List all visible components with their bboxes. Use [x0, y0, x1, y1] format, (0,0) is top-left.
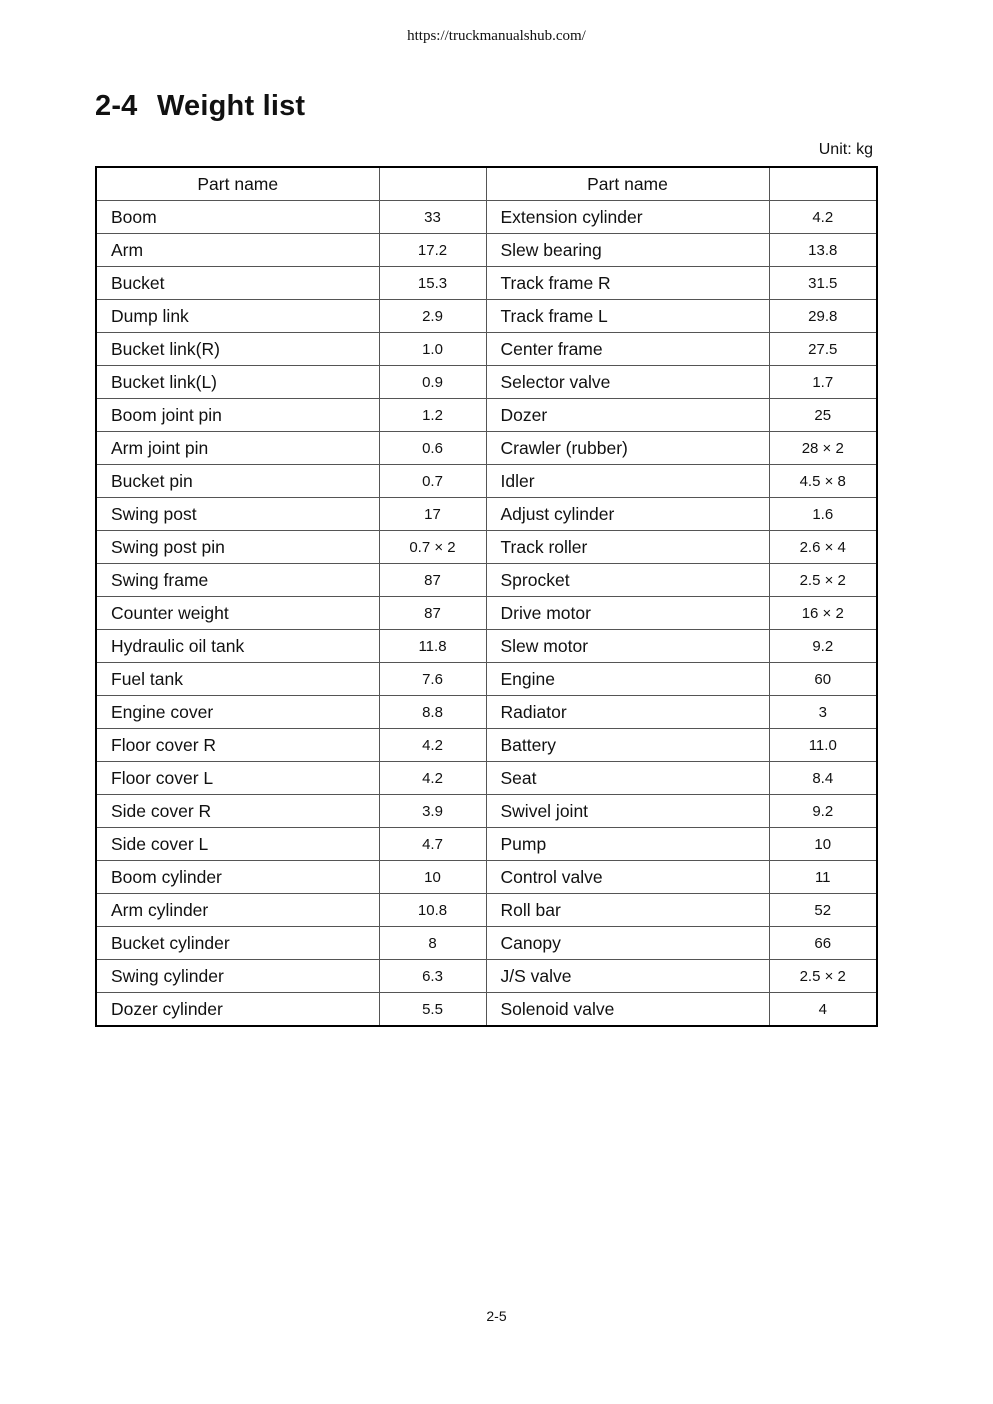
table-row	[96, 531, 877, 564]
part-name-left: Arm joint pin	[96, 432, 379, 465]
part-name-right: Center frame	[486, 333, 769, 366]
part-name-right: Selector valve	[486, 366, 769, 399]
weight-left: 10	[379, 861, 486, 894]
weight-right: 8.4	[769, 762, 877, 795]
weight-left: 8.8	[379, 696, 486, 729]
table-row	[96, 432, 877, 465]
weight-table	[95, 166, 878, 1027]
weight-right: 29.8	[769, 300, 877, 333]
table-row	[96, 795, 877, 828]
part-name-right: Crawler (rubber)	[486, 432, 769, 465]
part-name-right: Extension cylinder	[486, 201, 769, 234]
weight-left: 1.0	[379, 333, 486, 366]
weight-left: 3.9	[379, 795, 486, 828]
header-part-name-left: Part name	[96, 167, 379, 201]
weight-left: 4.7	[379, 828, 486, 861]
part-name-left: Swing cylinder	[96, 960, 379, 993]
part-name-left: Arm cylinder	[96, 894, 379, 927]
weight-left: 5.5	[379, 993, 486, 1027]
weight-left: 4.2	[379, 762, 486, 795]
weight-right: 9.2	[769, 630, 877, 663]
part-name-left: Hydraulic oil tank	[96, 630, 379, 663]
table-row	[96, 762, 877, 795]
part-name-right: Slew motor	[486, 630, 769, 663]
weight-right: 4	[769, 993, 877, 1027]
header-weight-left	[379, 167, 486, 201]
part-name-right: J/S valve	[486, 960, 769, 993]
weight-left: 7.6	[379, 663, 486, 696]
weight-right: 10	[769, 828, 877, 861]
part-name-left: Boom joint pin	[96, 399, 379, 432]
page-title	[95, 90, 305, 123]
part-name-left: Dozer cylinder	[96, 993, 379, 1027]
unit-label: Unit: kg	[818, 141, 873, 158]
table-header-row	[96, 167, 877, 201]
part-name-right: Canopy	[486, 927, 769, 960]
table-row	[96, 267, 877, 300]
part-name-left: Counter weight	[96, 597, 379, 630]
weight-left: 1.2	[379, 399, 486, 432]
table-body	[96, 201, 877, 1027]
weight-left: 87	[379, 597, 486, 630]
weight-left: 17	[379, 498, 486, 531]
weight-right: 1.6	[769, 498, 877, 531]
part-name-left: Floor cover L	[96, 762, 379, 795]
part-name-right: Swivel joint	[486, 795, 769, 828]
weight-left: 33	[379, 201, 486, 234]
weight-right: 4.5 × 8	[769, 465, 877, 498]
weight-left: 15.3	[379, 267, 486, 300]
header-weight-right	[769, 167, 877, 201]
part-name-right: Engine	[486, 663, 769, 696]
weight-left: 0.6	[379, 432, 486, 465]
weight-right: 9.2	[769, 795, 877, 828]
page-number: 2-5	[486, 1308, 507, 1324]
weight-right: 11	[769, 861, 877, 894]
part-name-left: Boom cylinder	[96, 861, 379, 894]
part-name-left: Side cover R	[96, 795, 379, 828]
table-row	[96, 399, 877, 432]
part-name-right: Idler	[486, 465, 769, 498]
weight-left: 0.7 × 2	[379, 531, 486, 564]
part-name-left: Bucket link(R)	[96, 333, 379, 366]
table-row	[96, 465, 877, 498]
table-row	[96, 861, 877, 894]
part-name-right: Track frame R	[486, 267, 769, 300]
part-name-right: Drive motor	[486, 597, 769, 630]
part-name-left: Boom	[96, 201, 379, 234]
part-name-left: Swing frame	[96, 564, 379, 597]
section-number: 2-4	[95, 90, 138, 122]
part-name-left: Fuel tank	[96, 663, 379, 696]
weight-right: 2.5 × 2	[769, 564, 877, 597]
weight-left: 0.9	[379, 366, 486, 399]
table-row	[96, 201, 877, 234]
part-name-left: Bucket pin	[96, 465, 379, 498]
weight-right: 25	[769, 399, 877, 432]
part-name-right: Radiator	[486, 696, 769, 729]
table-row	[96, 564, 877, 597]
part-name-right: Battery	[486, 729, 769, 762]
table-row	[96, 729, 877, 762]
table-row	[96, 993, 877, 1027]
weight-left: 17.2	[379, 234, 486, 267]
weight-right: 4.2	[769, 201, 877, 234]
section-title: Weight list	[157, 90, 306, 122]
weight-left: 0.7	[379, 465, 486, 498]
table-row	[96, 894, 877, 927]
part-name-left: Bucket	[96, 267, 379, 300]
table-row	[96, 828, 877, 861]
table-row	[96, 300, 877, 333]
weight-left: 8	[379, 927, 486, 960]
weight-right: 60	[769, 663, 877, 696]
part-name-left: Dump link	[96, 300, 379, 333]
weight-left: 87	[379, 564, 486, 597]
weight-right: 52	[769, 894, 877, 927]
weight-left: 4.2	[379, 729, 486, 762]
part-name-left: Arm	[96, 234, 379, 267]
part-name-right: Roll bar	[486, 894, 769, 927]
weight-right: 2.5 × 2	[769, 960, 877, 993]
table-row	[96, 234, 877, 267]
part-name-left: Bucket link(L)	[96, 366, 379, 399]
table-row	[96, 663, 877, 696]
weight-right: 16 × 2	[769, 597, 877, 630]
part-name-left: Swing post	[96, 498, 379, 531]
table-row	[96, 630, 877, 663]
part-name-left: Side cover L	[96, 828, 379, 861]
table-row	[96, 597, 877, 630]
part-name-right: Pump	[486, 828, 769, 861]
table-row	[96, 696, 877, 729]
part-name-right: Dozer	[486, 399, 769, 432]
table-row	[96, 927, 877, 960]
part-name-left: Bucket cylinder	[96, 927, 379, 960]
table-row	[96, 960, 877, 993]
weight-left: 10.8	[379, 894, 486, 927]
weight-left: 6.3	[379, 960, 486, 993]
weight-right: 27.5	[769, 333, 877, 366]
table-row	[96, 366, 877, 399]
weight-right: 13.8	[769, 234, 877, 267]
part-name-right: Sprocket	[486, 564, 769, 597]
part-name-right: Slew bearing	[486, 234, 769, 267]
part-name-right: Solenoid valve	[486, 993, 769, 1027]
weight-right: 66	[769, 927, 877, 960]
weight-right: 31.5	[769, 267, 877, 300]
weight-right: 3	[769, 696, 877, 729]
table-row	[96, 498, 877, 531]
part-name-left: Engine cover	[96, 696, 379, 729]
weight-right: 1.7	[769, 366, 877, 399]
weight-right: 28 × 2	[769, 432, 877, 465]
part-name-right: Track roller	[486, 531, 769, 564]
part-name-right: Seat	[486, 762, 769, 795]
part-name-left: Swing post pin	[96, 531, 379, 564]
table-row	[96, 333, 877, 366]
part-name-right: Control valve	[486, 861, 769, 894]
source-url: https://truckmanualshub.com/	[407, 28, 586, 44]
part-name-right: Track frame L	[486, 300, 769, 333]
weight-right: 11.0	[769, 729, 877, 762]
header-part-name-right: Part name	[486, 167, 769, 201]
part-name-left: Floor cover R	[96, 729, 379, 762]
weight-left: 2.9	[379, 300, 486, 333]
part-name-right: Adjust cylinder	[486, 498, 769, 531]
weight-right: 2.6 × 4	[769, 531, 877, 564]
weight-left: 11.8	[379, 630, 486, 663]
